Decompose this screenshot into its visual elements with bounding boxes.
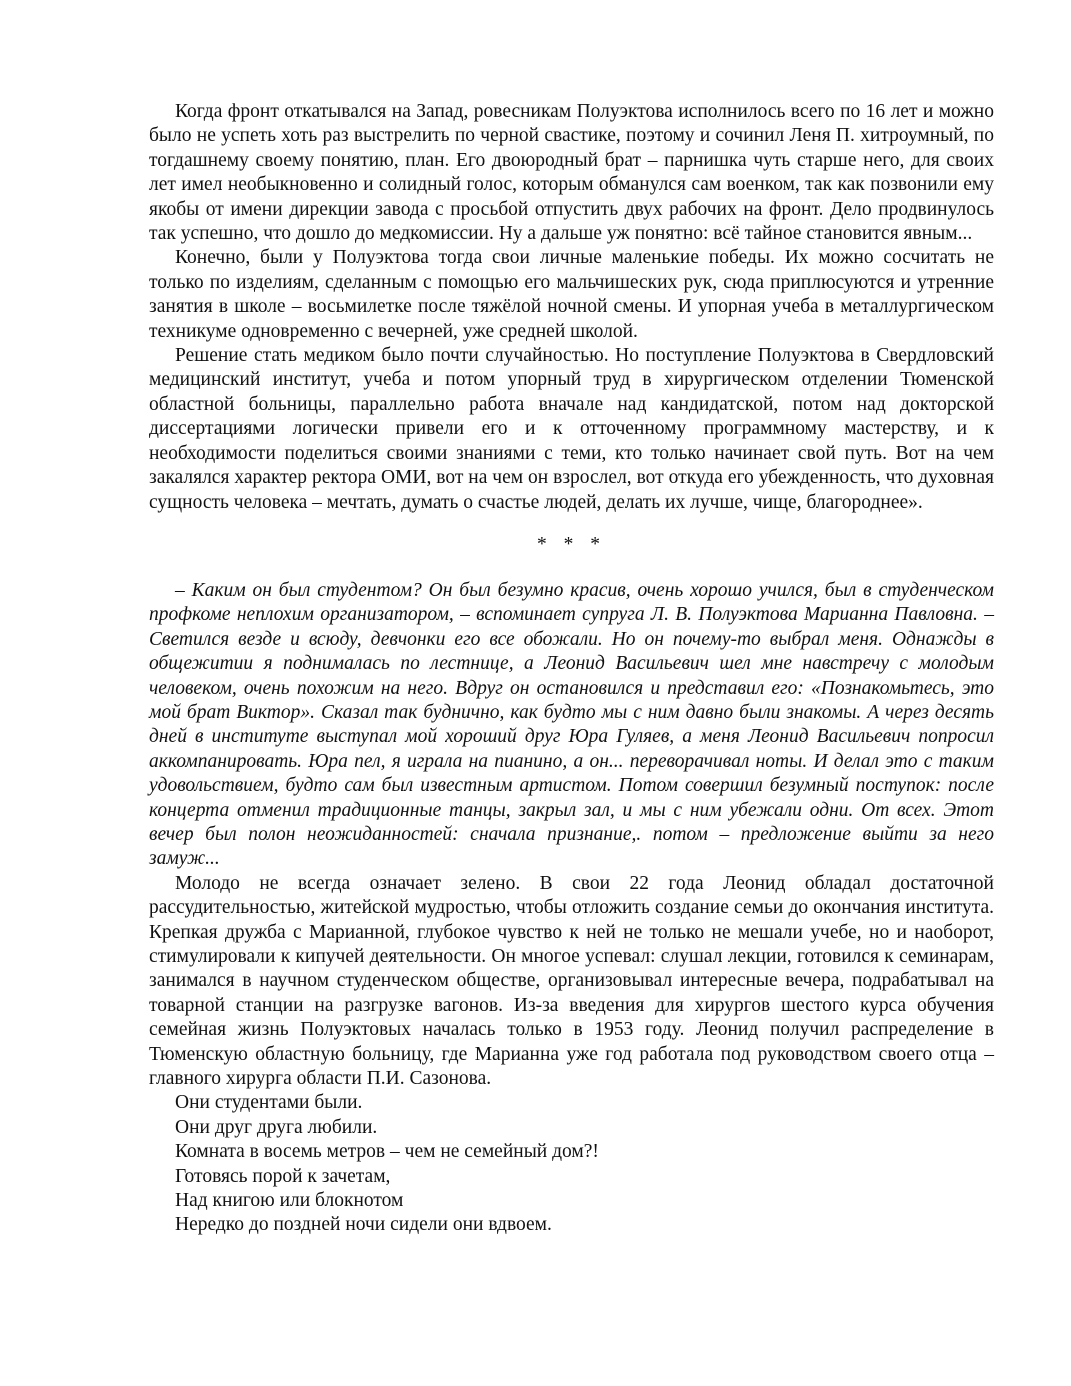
- paragraph-front: Когда фронт откатывался на Запад, ровесникам Полуэктова исполнилось всего по 16 лет и можно было не успеть хоть раз выстрелить по черной свастике, поэтому и сочинил Леня П. хитроумный, по тогдашнему своему понятию, план. Его двоюродный брат – парнишка чуть старше него, для своих лет имел необыкновенно и солидный голос, которым обманулся сам военком, так как позвонили ему якобы от имени дирекции завода с просьбой отпустить двух рабочих на фронт. Дело продвинулось так успешно, что дошло до медкомиссии. Ну а дальше уж понятно: всё тайное становится явным...: [149, 101, 994, 245]
- paragraph-memoir-quote: – Каким он был студентом? Он был безумно красив, очень хорошо учился, был в студенческом профкоме неплохим организатором, – вспоминает супруга Л. В. Полуэктова Марианна Павловна. – Светился везде и всюду, девчонки его все обожали. Но он почему-то выбрал меня. Однажды в общежитии я поднималась по лестнице, а Леонид Васильевич шел мне навстречу с молодым человеком, очень похожим на него. Вдруг он остановился и представил его: «Познакомьтесь, это мой брат Виктор». Сказал так буднично, как будто мы с ним давно были знакомы. А через десять дней в институте выступал мой хороший друг Юра Гуляев, а меня Леонид Васильевич попросил аккомпанировать. Юра пел, я играла на пианино, а он... переворачивал ноты. И делал это с таким удовольствием, будто сам был известным артистом. Потом совершил безумный поступок: после концерта отменил традиционные танцы, закрыл зал, и мы с ним убежали одни. От всех. Этот вечер был полон неожиданностей: сначала признание,. потом – предложение выйти за него замуж...: [149, 579, 994, 870]
- document-page: [149, 100, 994, 1238]
- verse-line: Нередко до поздней ночи сидели они вдвоем.: [175, 1214, 552, 1236]
- paragraph-victories: Конечно, были у Полуэктова тогда свои личные маленькие победы. Их можно сосчитать не только по изделиям, сделанным с помощью его мальчишеских рук, сюда приплюсуются и утренние занятия в школе – восьмилетке после тяжёлой ночной смены. И упорная учеба в металлургическом техникуме одновременно с вечерней, уже средней школой.: [149, 247, 994, 342]
- verse-line: Они друг друга любили.: [175, 1116, 378, 1138]
- verse-line: Над книгою или блокнотом: [175, 1190, 404, 1212]
- verse-line: Готовясь порой к зачетам,: [175, 1165, 391, 1187]
- verse-line: Комната в восемь метров – чем не семейный дом?!: [175, 1141, 599, 1163]
- paragraph-medicine: Решение стать медиком было почти случайностью. Но поступление Полуэктова в Свердловский медицинский институт, учеба и потом упорный труд в хирургическом отделении Тюменской областной больницы, параллельно работа вначале над кандидатской, потом над докторской диссертациями логически привели его и к отточенному программному мастерству, и к необходимости поделиться своими знаниями с теми, кто только начинает свой путь. Вот на чем закалялся характер ректора ОМИ, вот на чем он взрослел, вот откуда его убежденность, что духовная сущность человека – мечтать, думать о счастье людей, делать их лучше, чище, благороднее».: [149, 345, 994, 513]
- section-separator: * * *: [537, 533, 606, 555]
- poem-verse: [149, 1091, 994, 1237]
- paragraph-student-life: Молодо не всегда означает зелено. В свои 22 года Леонид обладал достаточной рассудительностью, житейской мудростью, чтобы отложить создание семьи до окончания института. Крепкая дружба с Марианной, глубокое чувство к ней не только не мешали учебе, но и наоборот, стимулировали к кипучей деятельности. Он многое успевал: слушал лекции, готовился к семинарам, занимался в научном студенческом обществе, организовывал интересные вечера, подрабатывал на товарной станции на разгрузке вагонов. Из-за введения для хирургов шестого курса обучения семейная жизнь Полуэктовых началась только в 1953 году. Леонид получил распределение в Тюменскую областную больницу, где Марианна уже год работала под руководством своего отца – главного хирурга области П.И. Сазонова.: [149, 872, 994, 1090]
- verse-line: Они студентами были.: [175, 1092, 363, 1114]
